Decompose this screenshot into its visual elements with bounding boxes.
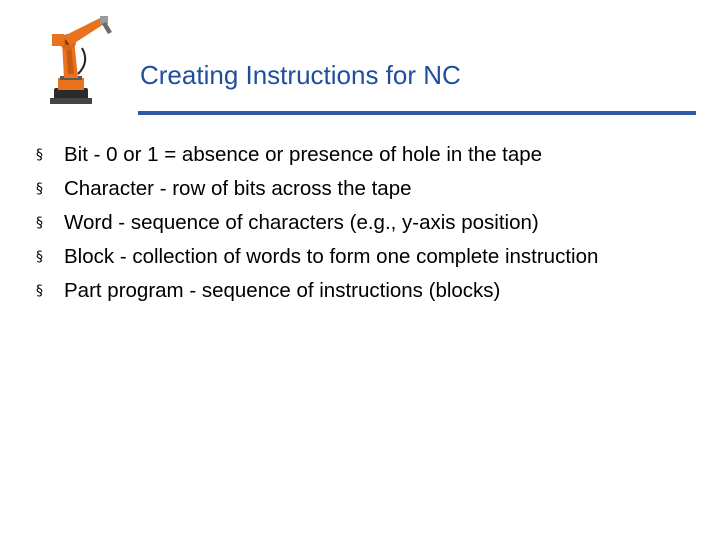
bullet-marker: § <box>36 249 43 265</box>
slide-title: Creating Instructions for NC <box>140 60 461 90</box>
bullet-text: Word - sequence of characters (e.g., y-axis position) <box>64 211 539 234</box>
bullet-list <box>36 138 598 308</box>
bullet-item <box>36 172 598 206</box>
bullet-marker: § <box>36 215 43 231</box>
title-underline-divider <box>138 111 696 115</box>
bullet-marker: § <box>36 283 43 299</box>
bullet-item <box>36 274 598 308</box>
bullet-marker: § <box>36 181 43 197</box>
bullet-text: Bit - 0 or 1 = absence or presence of hole in the tape <box>64 143 543 166</box>
bullet-marker: § <box>36 147 43 163</box>
bullet-text: Character - row of bits across the tape <box>64 177 412 200</box>
bullet-item <box>36 206 598 240</box>
bullet-text: Part program - sequence of instructions (blocks) <box>64 279 501 302</box>
bullet-text: Block - collection of words to form one complete instruction <box>64 245 599 268</box>
bullet-item <box>36 138 598 172</box>
robot-arm-logo-icon <box>38 12 118 107</box>
bullet-item <box>36 240 598 274</box>
